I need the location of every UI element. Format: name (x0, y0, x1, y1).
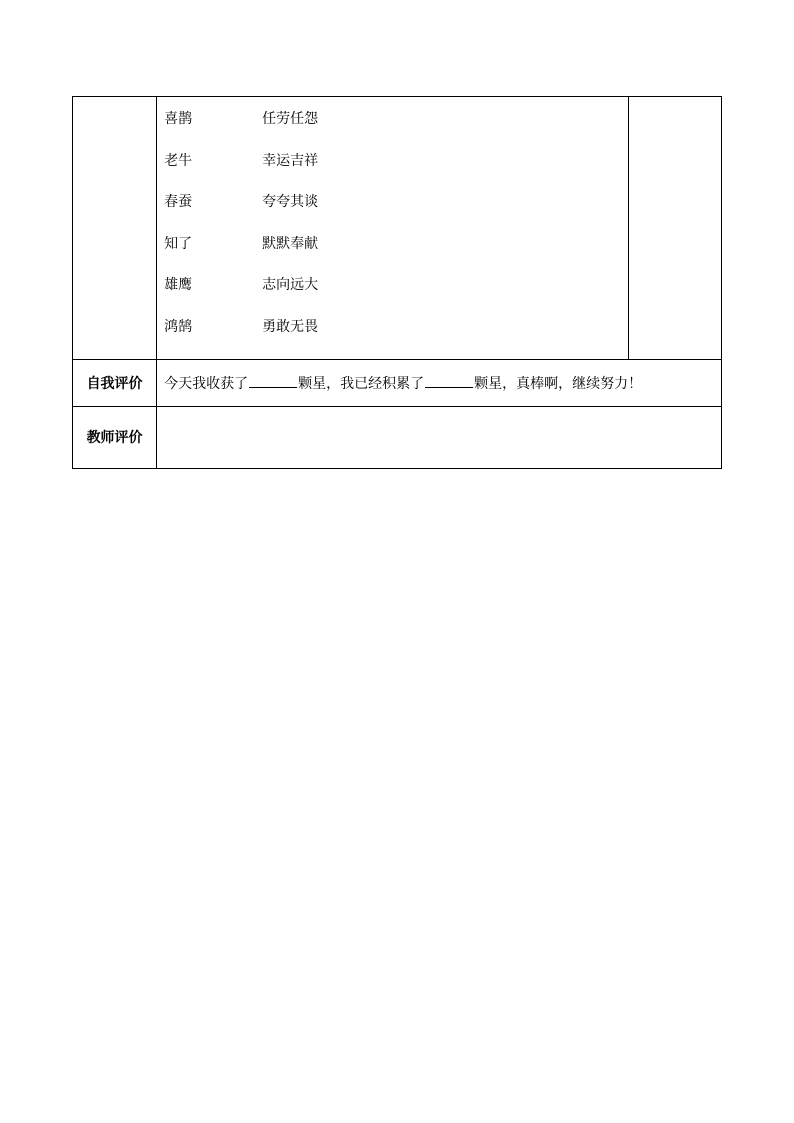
matching-content-cell (157, 97, 629, 360)
self-eval-text-2: 颗星，我已经积累了 (298, 375, 425, 392)
match-trait: 幸运吉祥 (262, 152, 319, 169)
self-eval-text-1: 今天我收获了 (164, 375, 249, 392)
self-eval-row (73, 359, 722, 406)
matching-row (73, 97, 722, 360)
star-count-blank-today[interactable] (249, 373, 297, 388)
match-pair (164, 317, 628, 359)
evaluation-table (72, 96, 722, 469)
match-trait: 默默奉献 (262, 235, 319, 252)
match-animal: 雄鹰 (164, 277, 193, 294)
teacher-eval-content[interactable] (157, 406, 722, 468)
teacher-eval-label: 教师评价 (73, 406, 157, 468)
matching-extra-cell (628, 97, 721, 360)
match-pair (164, 151, 628, 193)
match-pair (164, 234, 628, 276)
match-pair (164, 275, 628, 317)
match-trait: 任劳任怨 (262, 111, 319, 127)
match-animal: 鸿鹄 (164, 318, 193, 335)
match-trait: 志向远大 (262, 277, 319, 294)
match-animal: 喜鹊 (164, 111, 193, 127)
matching-label-cell (73, 97, 157, 360)
match-animal: 知了 (164, 235, 193, 252)
match-pair (164, 109, 628, 151)
teacher-eval-row (73, 406, 722, 468)
matching-list (157, 97, 628, 359)
match-trait: 夸夸其谈 (262, 194, 319, 211)
match-animal: 老牛 (164, 152, 193, 169)
star-count-blank-total[interactable] (425, 373, 473, 388)
self-eval-content (157, 359, 722, 406)
match-animal: 春蚕 (164, 194, 193, 211)
self-eval-label: 自我评价 (73, 359, 157, 406)
match-pair (164, 192, 628, 234)
self-eval-text-3: 颗星，真棒啊，继续努力！ (474, 375, 643, 392)
self-eval-sentence (157, 373, 721, 393)
match-trait: 勇敢无畏 (262, 318, 319, 335)
